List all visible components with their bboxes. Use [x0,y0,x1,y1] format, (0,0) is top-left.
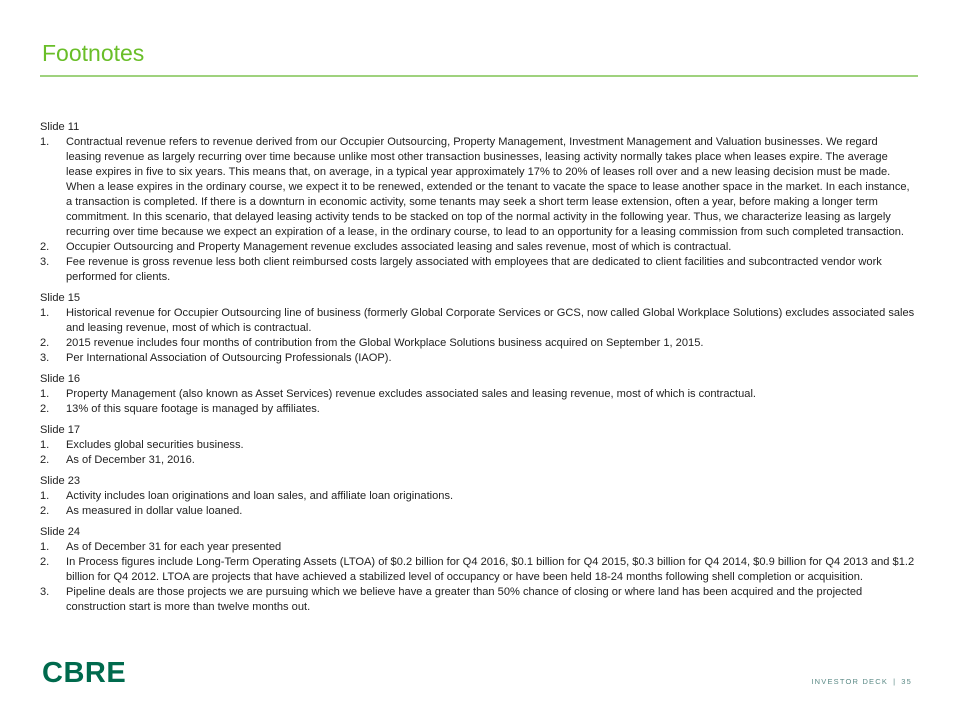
footnote-item [40,402,915,417]
slide-footer [811,677,912,686]
footer-label: INVESTOR DECK [811,677,889,686]
footnote-text: Occupier Outsourcing and Property Management revenue excludes associated leasing and sales revenue, most of which is contractual. [66,241,732,253]
footnote-item [40,240,915,255]
slide-heading: Slide 15 [40,292,81,304]
footnote-section [40,423,915,468]
slide-heading: Slide 11 [40,121,80,133]
slide-heading: Slide 23 [40,475,81,487]
footnote-section [40,525,915,615]
footnote-number: 1. [40,136,50,148]
footnote-section [40,372,915,417]
footnote-text: As measured in dollar value loaned. [66,505,243,517]
footnote-section [40,474,915,519]
footnote-item [40,306,915,336]
footnote-item [40,135,915,240]
footnote-number: 2. [40,403,50,415]
footnote-number: 1. [40,307,50,319]
footnote-number: 2. [40,556,50,568]
footnote-number: 1. [40,490,50,502]
footnote-text: As of December 31, 2016. [66,454,195,466]
footnote-number: 3. [40,256,50,268]
footnote-section [40,120,915,285]
footnote-item [40,438,915,453]
footnote-text: In Process figures include Long-Term Operating Assets (LTOA) of $0.2 billion for Q4 2016, $0.1 billion for Q4 2015, $0.3 billion for Q4 2014, $0.9 billion for Q4 2013 and $1.2 billion for Q4 2012. LTOA are projects that have achieved a stabilized level of occupancy or have been held 18-24 months following shell completion or acquisition. [66,556,915,583]
footnote-number: 2. [40,241,50,253]
footnote-text: Historical revenue for Occupier Outsourcing line of business (formerly Global Corporate Services or GCS, now called Global Workplace Solutions) excludes associated sales and leasing revenue, most of which is contractual. [66,307,915,334]
footnote-item [40,336,915,351]
footnote-number: 3. [40,586,50,598]
footnote-item [40,555,915,585]
footnote-text: Excludes global securities business. [66,439,244,451]
cbre-logo [42,658,134,691]
footnote-text: Pipeline deals are those projects we are pursuing which we believe have a greater than 50% chance of closing or where land has been acquired and the projected construction start is more than twelve months out. [66,586,863,613]
footnote-text: Contractual revenue refers to revenue derived from our Occupier Outsourcing, Property Management, Investment Management and Valuation businesses. We regard leasing revenue as largely recurring over time because unlike most other transaction businesses, leasing activity normally takes place when leases expire. The average lease expires in five to six years. This means that, on average, in a typical year approximately 17% to 20% of leases roll over and a new leasing decision must be made. When a lease expires in the ordinary course, we expect it to be renewed, extended or the tenant to vacate the space to lease another space in the market. In each instance, a transaction is completed. If there is a downturn in economic activity, some tenants may seek a short term lease extension, often a year, before making a longer term commitment. In this scenario, that delayed leasing activity tends to be stacked on top of the normal activity in the following year. Thus, we characterize leasing as largely recurring over time because we expect an expiration of a lease, in the ordinary course, to lead to an opportunity for a leasing commission from such completed transaction. [66,136,910,238]
footnote-text: As of December 31 for each year presented [66,541,282,553]
footnote-text: Activity includes loan originations and loan sales, and affiliate loan originations. [66,490,454,502]
cbre-logo-mark [42,658,134,686]
footnote-list [40,540,915,615]
footnote-text: 2015 revenue includes four months of contribution from the Global Workplace Solutions business acquired on September 1, 2015. [66,337,704,349]
cbre-logo-text: CBRE [42,658,127,686]
footnote-item [40,351,915,366]
footnote-number: 2. [40,337,50,349]
footnote-number: 2. [40,505,50,517]
slide-heading: Slide 16 [40,373,81,385]
slide-heading: Slide 17 [40,424,81,436]
footnote-text: Property Management (also known as Asset Services) revenue excludes associated sales and leasing revenue, most of which is contractual. [66,388,757,400]
footnote-number: 3. [40,352,50,364]
footnote-section [40,291,915,366]
slide-heading: Slide 24 [40,526,81,538]
footnote-item [40,504,915,519]
footnote-number: 1. [40,388,50,400]
footnote-text: Fee revenue is gross revenue less both client reimbursed costs largely associated with employees that are dedicated to client facilities and subcontracted vendor work performed for clients. [66,256,882,283]
footnote-list [40,135,915,285]
page-number: 35 [901,677,912,686]
footnote-number: 2. [40,454,50,466]
footnote-list [40,387,915,417]
footnote-item [40,585,915,615]
footer-separator: | [893,677,897,686]
footnote-text: Per International Association of Outsourcing Professionals (IAOP). [66,352,392,364]
footnote-number: 1. [40,541,50,553]
footnote-text: 13% of this square footage is managed by affiliates. [66,403,320,415]
footnote-item [40,489,915,504]
footnote-item [40,255,915,285]
page-title: Footnotes [42,40,145,66]
footnote-item [40,453,915,468]
footnote-list [40,438,915,468]
footnote-item [40,387,915,402]
title-divider [40,75,918,77]
footnotes-body [40,120,915,615]
footnote-number: 1. [40,439,50,451]
footnote-list [40,306,915,366]
footnote-item [40,540,915,555]
footnote-list [40,489,915,519]
